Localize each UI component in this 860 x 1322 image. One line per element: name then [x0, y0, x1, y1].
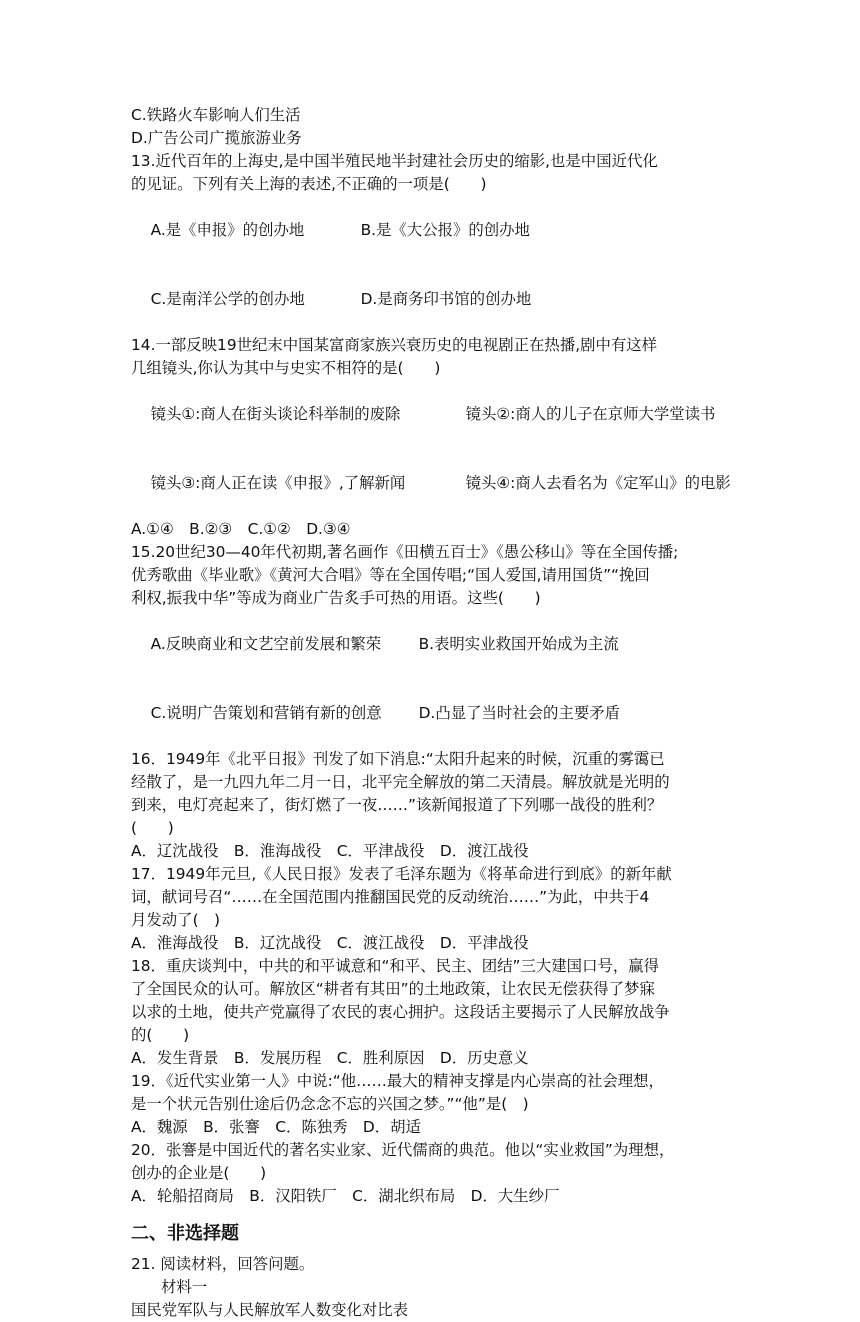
q14-shot1: 镜头①:商人在街头谈论科举制的废除	[150, 405, 401, 423]
q15-option-a: A.反映商业和文艺空前发展和繁荣	[150, 635, 382, 653]
q17-stem-line1: 17．1949年元旦,《人民日报》发表了毛泽东题为《将革命进行到底》的新年献	[131, 865, 672, 883]
q19-stem-line1: 19．《近代实业第一人》中说:“他……最大的精神支撑是内心崇高的社会理想，	[131, 1072, 664, 1090]
q14-stem-line1: 14.一部反映19世纪末中国某富商家族兴衰历史的电视剧正在热播,剧中有这样	[131, 336, 658, 354]
q14-shots-row1	[131, 380, 731, 449]
q14-shot3: 镜头③:商人正在读《申报》,了解新闻	[150, 474, 406, 492]
q17-stem-line3: 月发动了( )	[131, 911, 220, 929]
q14-shot2: 镜头②:商人的儿子在京师大学堂读书	[465, 405, 716, 423]
q15-stem-line2: 优秀歌曲《毕业歌》《黄河大合唱》等在全国传唱;“国人爱国,请用国货”“挽回	[131, 566, 650, 584]
q18-stem-line4: 的( )	[131, 1026, 190, 1044]
q17-options: A．淮海战役 B．辽沈战役 C．渡江战役 D．平津战役	[131, 934, 529, 952]
q15-stem-line1: 15.20世纪30—40年代初期,著名画作《田横五百士》《愚公移山》等在全国传播;	[131, 543, 679, 561]
q21-table-caption: 国民党军队与人民解放军人数变化对比表	[131, 1301, 409, 1319]
q13-options-row2	[131, 265, 731, 334]
section-heading: 二、非选择题	[131, 1223, 239, 1244]
q14-options: A.①④ B.②③ C.①② D.③④	[131, 520, 351, 538]
q14-shot4: 镜头④:商人去看名为《定军山》的电影	[465, 474, 731, 492]
q13-stem-line1: 13.近代百年的上海史,是中国半殖民地半封建社会历史的缩影,也是中国近代化	[131, 152, 658, 170]
q17-stem-line2: 词，献词号召“……在全国范围内推翻国民党的反动统治……”为此，中共于4	[131, 888, 650, 906]
q15-stem-line3: 利权,振我中华”等成为商业广告炙手可热的用语。这些( )	[131, 589, 541, 607]
q12-option-c: C.铁路火车影响人们生活	[131, 106, 301, 124]
q13-option-d: D.是商务印书馆的创办地	[360, 290, 532, 308]
q18-stem-line2: 了全国民众的认可。解放区“耕者有其田”的土地政策，让农民无偿获得了梦寐	[131, 980, 655, 998]
q15-options-row2	[131, 679, 731, 748]
q13-options-row1	[131, 196, 731, 265]
q21-stem: 21. 阅读材料，回答问题。	[131, 1255, 315, 1273]
q16-stem-line4: ( )	[131, 819, 174, 837]
q13-option-a: A.是《申报》的创办地	[150, 221, 305, 239]
q18-stem-line1: 18．重庆谈判中，中共的和平诚意和“和平、民主、团结”三大建国口号，赢得	[131, 957, 660, 975]
q16-stem-line3: 到来，电灯亮起来了，街灯燃了一夜……”该新闻报道了下列哪一战役的胜利？	[131, 796, 663, 814]
q16-stem-line1: 16．1949年《北平日报》刊发了如下消息:“太阳升起来的时候，沉重的雾霭已	[131, 750, 665, 768]
q16-options: A．辽沈战役 B．淮海战役 C．平津战役 D．渡江战役	[131, 842, 529, 860]
q15-option-c: C.说明广告策划和营销有新的创意	[150, 704, 382, 722]
q20-options: A．轮船招商局 B．汉阳铁厂 C．湖北织布局 D．大生纱厂	[131, 1187, 560, 1205]
q19-stem-line2: 是一个状元告别仕途后仍念念不忘的兴国之梦。”“他”是( )	[131, 1095, 529, 1113]
q20-stem-line2: 创办的企业是( )	[131, 1164, 267, 1182]
q14-stem-line2: 几组镜头,你认为其中与史实不相符的是( )	[131, 359, 441, 377]
q18-stem-line3: 以求的土地，使共产党赢得了农民的衷心拥护。这段话主要揭示了人民解放战争	[131, 1003, 670, 1021]
q16-stem-line2: 经散了，是一九四九年二月一日，北平完全解放的第二天清晨。解放就是光明的	[131, 773, 670, 791]
q19-options: A．魏源 B．张謇 C．陈独秀 D．胡适	[131, 1118, 421, 1136]
q15-options-row1	[131, 610, 731, 679]
q12-option-d: D.广告公司广揽旅游业务	[131, 129, 302, 147]
exam-page	[131, 104, 731, 1322]
q13-option-b: B.是《大公报》的创办地	[360, 221, 530, 239]
q21-material-label: 材料一	[161, 1278, 208, 1296]
q15-option-d: D.凸显了当时社会的主要矛盾	[418, 704, 621, 722]
q15-option-b: B.表明实业救国开始成为主流	[418, 635, 619, 653]
q20-stem-line1: 20．张謇是中国近代的著名实业家、近代儒商的典范。他以“实业救国”为理想，	[131, 1141, 675, 1159]
q14-shots-row2	[131, 449, 731, 518]
q13-option-c: C.是南洋公学的创办地	[150, 290, 305, 308]
q13-stem-line2: 的见证。下列有关上海的表述,不正确的一项是( )	[131, 175, 487, 193]
q18-options: A．发生背景 B．发展历程 C．胜利原因 D．历史意义	[131, 1049, 529, 1067]
